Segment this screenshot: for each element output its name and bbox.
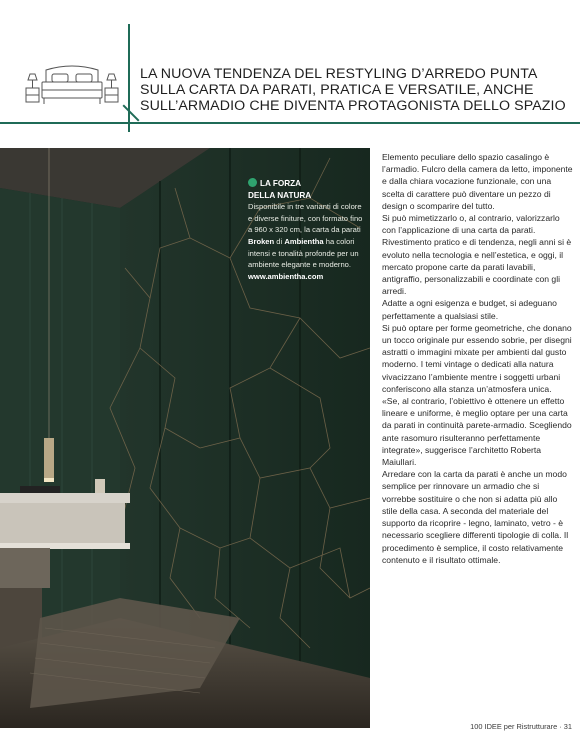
- article-body: [382, 151, 574, 566]
- headline-line: SULL’ARMADIO CHE DIVENTA PROTAGONISTA DELLO SPAZIO: [140, 98, 566, 114]
- caption-text-end: ha colori intensi e tonalità profonde per un ambiente elegante e moderno.: [248, 236, 359, 270]
- article-paragraph: Adatte a ogni esigenza e budget, si adeguano perfettamente a qualsiasi stile.: [382, 298, 557, 321]
- header-rule-accent: [123, 105, 140, 122]
- bedroom-furniture-icon: [24, 60, 120, 116]
- article-paragraph: Rivestimento pratico e di tendenza, negli anni si è evoluto nella tecnologia e nell’estetica, e oggi, il mercato propone carte da parati lavabili, antigraffio, personalizzabili e coordinate con gli arredi.: [382, 237, 572, 297]
- article-paragraph: Si può mimetizzarlo o, al contrario, valorizzarlo con l’applicazione di una carta da parati.: [382, 213, 560, 236]
- photo-caption: [248, 178, 366, 282]
- article-paragraph: «Se, al contrario, l’obiettivo è ottenere un effetto lineare e uniforme, è meglio optare per una carta da parati in continuità parete-armadio. Scegliendo ante rasomuro risulteranno perfettamente integrate», suggerisce l’architetto Roberta Maiullari.: [382, 396, 572, 468]
- caption-text: Disponibile in tre varianti di colore e diverse finiture, con formato fino a 960 x 320 cm, la carta da parati: [248, 202, 363, 235]
- caption-body: [248, 201, 366, 271]
- article-paragraph: Elemento peculiare dello spazio casalingo è l’armadio. Fulcro della camera da letto, imponente e dalla chiara vocazione funzionale, con una scelta di carattere può diventare un pezzo di design o scomparire del tutto.: [382, 152, 573, 211]
- header-horizontal-rule: [0, 122, 580, 124]
- caption-product-name: Broken: [248, 236, 275, 246]
- caption-title: [248, 178, 366, 201]
- page-headline: [140, 66, 570, 114]
- headline-line: LA NUOVA TENDENZA DEL RESTYLING D’ARREDO PUNTA: [140, 66, 538, 82]
- caption-website-link[interactable]: www.ambientha.com: [248, 271, 324, 281]
- article-paragraph: Arredare con la carta da parati è anche un modo semplice per rinnovare un armadio che si vorrebbe sostituire o che non si adatta più allo stile della casa. A seconda del materiale del supporto da ricoprire - legno, laminato, vetro - è necessario scegliere differenti tipologie di colla. Il procedimento è semplice, il costo relativamente contenuto e il risultato ottimale.: [382, 469, 569, 565]
- headline-line: SULLA CARTA DA PARATI, PRATICA E VERSATILE, ANCHE: [140, 82, 534, 98]
- page-footer: 100 IDEE per Ristrutturare · 31: [470, 722, 572, 731]
- header-vertical-rule: [128, 24, 130, 132]
- caption-connector: di: [276, 236, 283, 246]
- caption-title-line2: DELLA NATURA: [248, 190, 312, 200]
- caption-bullet-icon: [248, 178, 257, 187]
- article-paragraph: Si può optare per forme geometriche, che donano un tocco originale pur essendo sobrie, per disegni astratti o immagini mixate per ambienti dal gusto moderno. I temi vintage o dedicati alla natura vivacizzano l’ambiente mentre i soggetti urbani conferiscono alla stanza un’atmosfera unica.: [382, 322, 572, 394]
- caption-title-line1: LA FORZA: [260, 179, 302, 188]
- caption-brand-name: Ambientha: [284, 236, 324, 246]
